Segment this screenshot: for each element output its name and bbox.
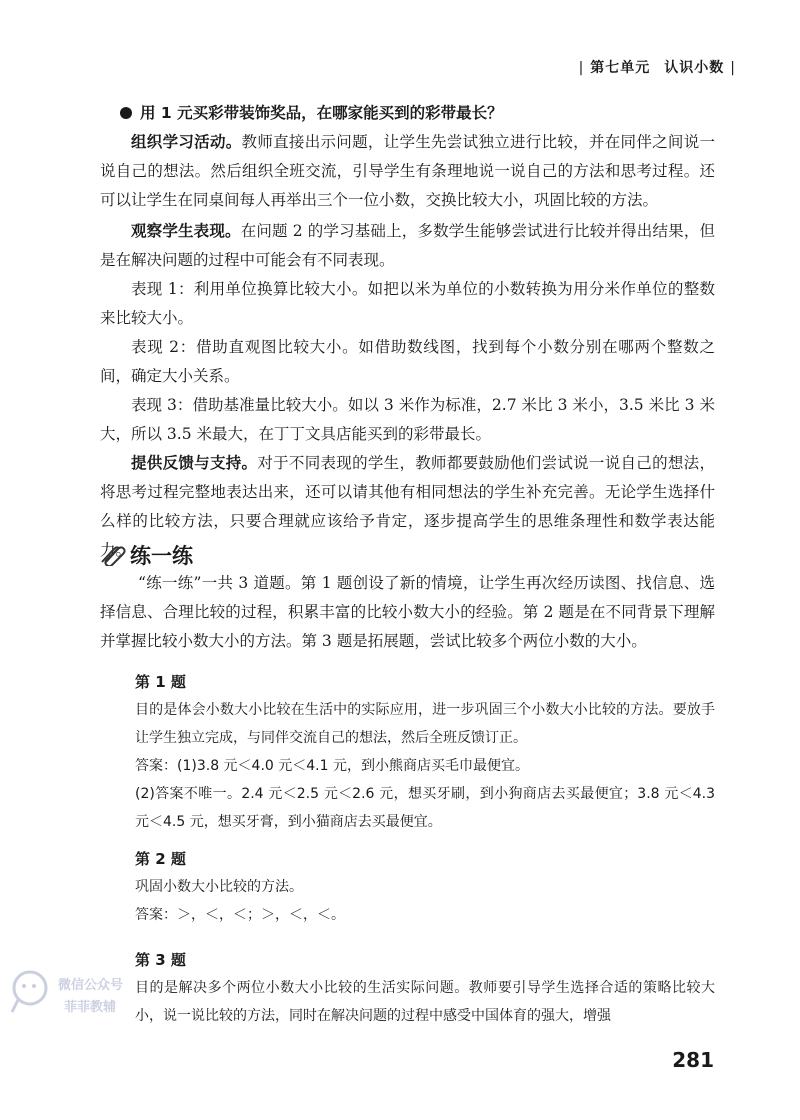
watermark-logo-icon xyxy=(8,966,58,1026)
unit-label: 第七单元 xyxy=(590,60,651,76)
organize-paragraph xyxy=(100,128,715,215)
feedback-text: 对于不同表现的学生，教师都要鼓励他们尝试说一说自己的想法，将思考过程完整地表达出来，还可以请其他有相同想法的学生补充完善。无论学生选择什么样的比较方法，只要合理就应该给予肯定，逐步提高学生的思维条理性和数学表达能力。 xyxy=(100,454,715,559)
question-1-answer-2: (2)答案不唯一。2.4 元＜2.5 元＜2.6 元，想买牙刷，到小狗商店去买最便宜；3.8 元＜4.3 元＜4.5 元，想买牙膏，到小猫商店去买最便宜。 xyxy=(135,786,715,830)
header-bar-right: | xyxy=(730,60,736,76)
performance-1: 表现 1：利用单位换算比较大小。如把以米为单位的小数转换为用分米作单位的整数来比较大小。 xyxy=(100,280,715,327)
observe-label: 观察学生表现。 xyxy=(131,222,241,240)
question-1-text: 目的是体会小数大小比较在生活中的实际应用，进一步巩固三个小数大小比较的方法。要放手让学生独立完成，与同伴交流自己的想法，然后全班反馈订正。 xyxy=(135,702,715,746)
feedback-label: 提供反馈与支持。 xyxy=(131,454,258,472)
organize-label: 组织学习活动。 xyxy=(131,133,242,151)
performance-3: 表现 3：借助基准量比较大小。如以 3 米作为标准，2.7 米比 3 米小，3.5 米比 3 米大，所以 3.5 米最大，在丁丁文具店能买到的彩带最长。 xyxy=(100,396,715,443)
observe-paragraph xyxy=(100,217,715,275)
page-number: 281 xyxy=(672,1048,714,1072)
practice-intro: “练一练”一共 3 道题。第 1 题创设了新的情境，让学生再次经历读图、找信息、选择信息、合理比较的过程，积累丰富的比较小数大小的经验。第 2 题是在不同背景下理解并掌握比较小数大小的方法。第 3 题是拓展题，尝试比较多个两位小数的大小。 xyxy=(100,574,715,650)
part-one xyxy=(100,99,715,565)
topic-label: 认识小数 xyxy=(664,60,725,76)
question-2 xyxy=(135,845,715,929)
practice-section-title xyxy=(100,540,193,570)
paperclip-icon xyxy=(100,544,126,566)
bullet-heading: 用 1 元买彩带装饰奖品，在哪家能买到的彩带最长？ xyxy=(100,99,715,128)
question-2-text: 巩固小数大小比较的方法。 xyxy=(135,879,303,895)
question-1-answer-1: 答案：(1)3.8 元＜4.0 元＜4.1 元，到小熊商店买毛巾最便宜。 xyxy=(135,758,529,774)
question-3-text: 目的是解决多个两位小数大小比较的生活实际问题。教师要引导学生选择合适的策略比较大小，说一说比较的方法，同时在解决问题的过程中感受中国体育的强大，增强 xyxy=(135,980,715,1024)
watermark xyxy=(8,962,158,1032)
header-bar-left: | xyxy=(578,60,585,76)
question-1 xyxy=(135,668,715,836)
organize-text: 教师直接出示问题，让学生先尝试独立进行比较，并在同伴之间说一说自己的想法。然后组织全班交流，引导学生有条理地说一说自己的方法和思考过程。还可以让学生在同桌间每人再举出三个一位小数，交换比较大小，巩固比较的方法。 xyxy=(100,133,715,209)
observe-text: 在问题 2 的学习基础上，多数学生能够尝试进行比较并得出结果，但是在解决问题的过程中可能会有不同表现。 xyxy=(100,222,715,269)
practice-intro-block xyxy=(100,569,715,656)
question-3-title: 第 3 题 xyxy=(135,951,186,969)
watermark-line-1: 微信公众号 xyxy=(58,978,124,993)
watermark-line-2: 菲菲教辅 xyxy=(64,1000,117,1015)
practice-title: 练一练 xyxy=(130,544,193,568)
question-1-title: 第 1 题 xyxy=(135,673,186,691)
performance-2: 表现 2：借助直观图比较大小。如借助数线图，找到每个小数分别在哪两个整数之间，确定大小关系。 xyxy=(100,338,715,385)
question-2-answer: 答案：＞，＜，＜；＞，＜，＜。 xyxy=(135,907,345,923)
question-2-title: 第 2 题 xyxy=(135,850,186,868)
bullet-dot-icon xyxy=(120,107,132,119)
question-3 xyxy=(135,946,715,1030)
running-header xyxy=(573,57,742,77)
